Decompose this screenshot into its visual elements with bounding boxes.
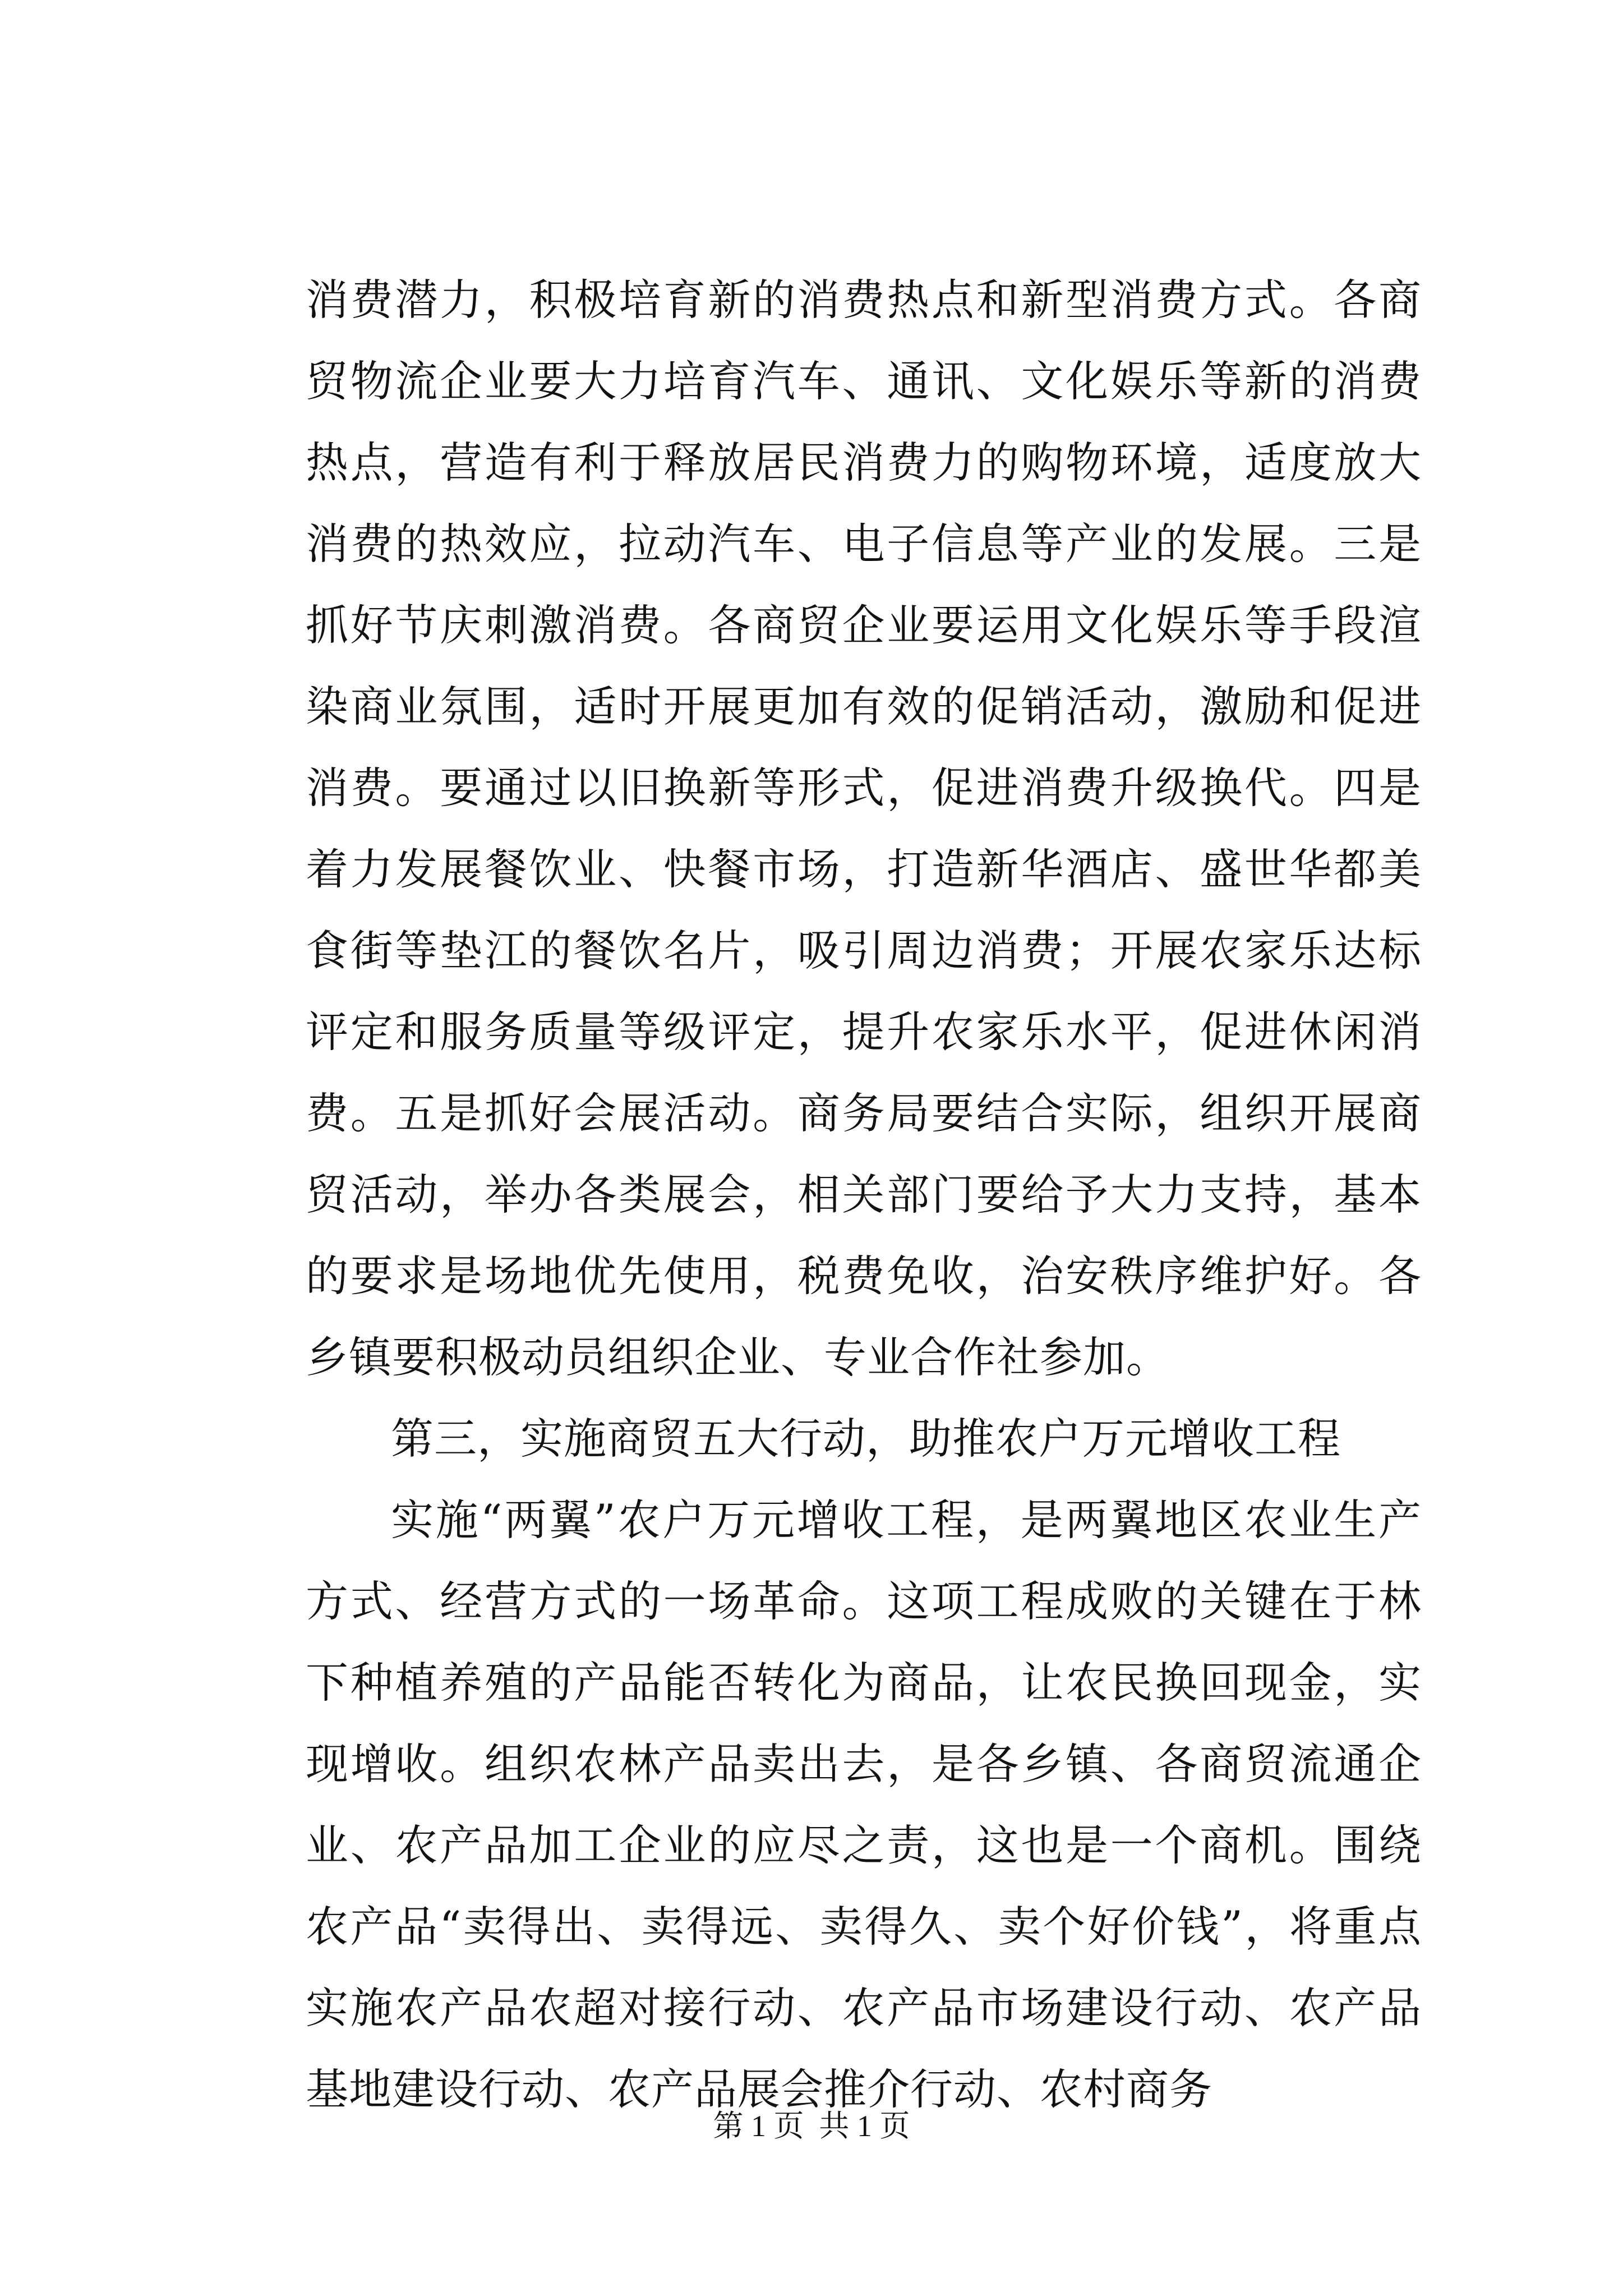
page-number: 第 1 页 共 1 页 — [713, 2109, 910, 2143]
paragraph-consumption: 消费潜力，积极培育新的消费热点和新型消费方式。各商贸物流企业要大力培育汽车、通讯、文化娱乐等新的消费热点，营造有利于释放居民消费力的购物环境，适度放大消费的热效应，拉动汽车、电子信息等产业的发展。三是抓好节庆刺激消费。各商贸企业要运用文化娱乐等手段渲染商业氛围，适时开展更加有效的促销活动，激励和促进消费。要通过以旧换新等形式，促进消费升级换代。四是着力发展餐饮业、快餐市场，打造新华酒店、盛世华都美食街等垫江的餐饮名片，吸引周边消费；开展农家乐达标评定和服务质量等级评定，提升农家乐水平，促进休闲消费。五是抓好会展活动。商务局要结合实际，组织开展商贸活动，举办各类展会，相关部门要给予大力支持，基本的要求是场地优先使用，税费免收，治安秩序维护好。各乡镇要积极动员组织企业、专业合作社参加。 — [306, 275, 1422, 1382]
document-body — [306, 259, 1422, 2130]
paragraph-income-project: 实施“两翼”农户万元增收工程，是两翼地区农业生产方式、经营方式的一场革命。这项工程成败的关键在于林下种植养殖的产品能否转化为商品，让农民换回现金，实现增收。组织农林产品卖出去，是各乡镇、各商贸流通企业、农产品加工企业的应尽之责，这也是一个商机。围绕农产品“卖得出、卖得远、卖得久、卖个好价钱”，将重点实施农产品农超对接行动、农产品市场建设行动、农产品基地建设行动、农产品展会推介行动、农村商务 — [306, 1495, 1422, 2114]
page-footer — [0, 2106, 1623, 2146]
section-heading-third: 第三，实施商贸五大行动，助推农户万元增收工程 — [391, 1414, 1341, 1464]
